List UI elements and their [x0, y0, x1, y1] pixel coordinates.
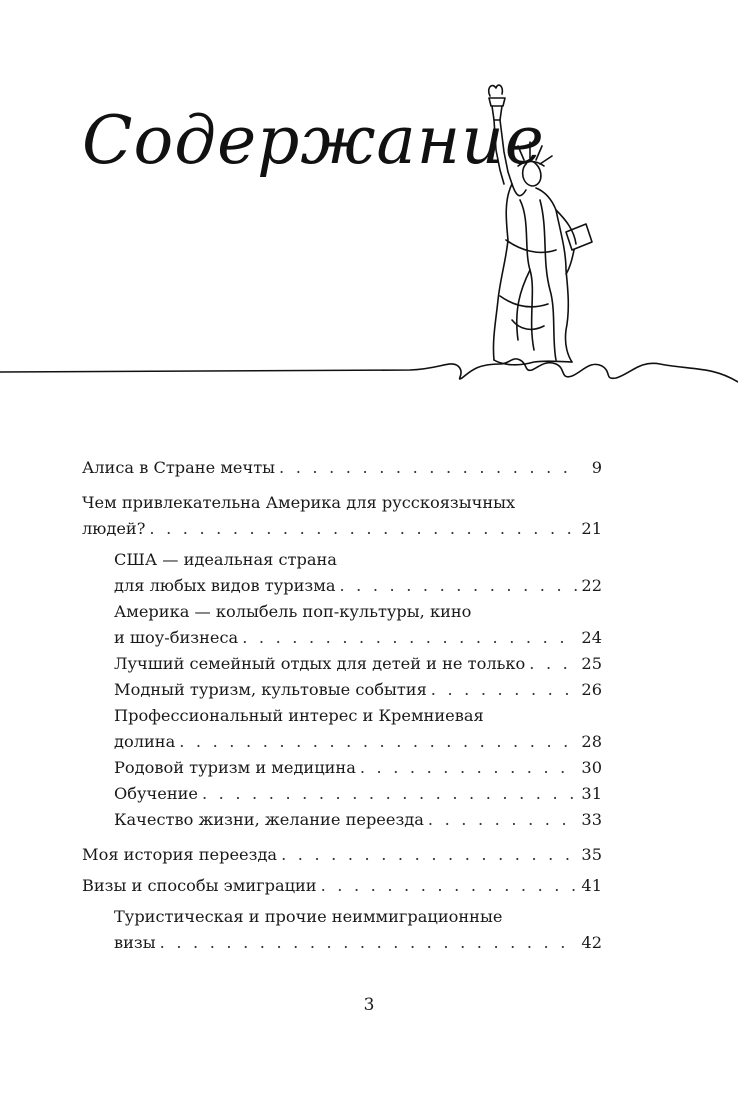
toc-entry[interactable] [82, 455, 602, 481]
toc-entry-page: 30 [581, 758, 602, 777]
toc-entry-title: Моя история переезда [82, 845, 278, 864]
toc-entry-title: визы [114, 933, 156, 952]
dot-leader [339, 573, 577, 599]
dot-leader [242, 625, 577, 651]
toc-entry-page: 22 [581, 576, 602, 595]
dot-leader [360, 755, 578, 781]
toc-entry-title: Алиса в Стране мечты [82, 458, 276, 477]
toc-entry[interactable] [114, 703, 602, 755]
dot-leader [321, 873, 578, 899]
toc-entry[interactable] [114, 547, 602, 599]
toc-entry-page: 28 [581, 732, 602, 751]
toc-entry[interactable] [114, 781, 602, 807]
toc-entry[interactable] [114, 807, 602, 833]
toc-entry[interactable] [82, 842, 602, 868]
toc-entry[interactable] [114, 677, 602, 703]
toc-entry-page: 31 [581, 784, 602, 803]
toc-entry[interactable] [114, 755, 602, 781]
dot-leader [202, 781, 577, 807]
toc-entry-title: для любых видов туризма [114, 576, 336, 595]
toc-entry[interactable] [114, 599, 602, 651]
dot-leader [179, 729, 577, 755]
toc-entry-title: людей? [82, 519, 146, 538]
toc-entry-title-line1: Туристическая и прочие неиммиграционные [114, 907, 503, 926]
toc-entry-page: 24 [581, 628, 602, 647]
dot-leader [160, 930, 578, 956]
toc-entry-title: и шоу-бизнеса [114, 628, 239, 647]
toc-entry-page: 42 [581, 933, 602, 952]
toc-entry-title-line1: Америка — колыбель поп-культуры, кино [114, 602, 472, 621]
dot-leader [281, 842, 577, 868]
toc-entry-page: 33 [581, 810, 602, 829]
toc-entry-page: 25 [581, 654, 602, 673]
table-of-contents [82, 455, 602, 956]
toc-entry-page: 9 [591, 458, 602, 477]
toc-entry-title: Родовой туризм и медицина [114, 758, 356, 777]
toc-entry-title: Визы и способы эмиграции [82, 876, 317, 895]
toc-entry-title: Модный туризм, культовые события [114, 680, 427, 699]
toc-entry-title: Качество жизни, желание переезда [114, 810, 424, 829]
dot-leader [431, 677, 578, 703]
toc-entry-title: Обучение [114, 784, 198, 803]
toc-entry-page: 41 [581, 876, 602, 895]
toc-entry-page: 35 [581, 845, 602, 864]
toc-entry-page: 21 [581, 519, 602, 538]
page-number: 3 [363, 995, 375, 1015]
toc-entry-title-line1: Чем привлекательна Америка для русскоязычных [82, 493, 516, 512]
toc-entry[interactable] [82, 873, 602, 899]
dot-leader [529, 651, 577, 677]
dot-leader [428, 807, 577, 833]
dot-leader [149, 516, 577, 542]
toc-entry-title: долина [114, 732, 176, 751]
toc-entry[interactable] [114, 904, 602, 956]
toc-entry[interactable] [114, 651, 602, 677]
toc-entry-page: 26 [581, 680, 602, 699]
toc-entry[interactable] [82, 490, 602, 542]
toc-entry-title: Лучший семейный отдых для детей и не только [114, 654, 526, 673]
toc-entry-title-line1: США — идеальная страна [114, 550, 337, 569]
dot-leader [279, 455, 580, 481]
toc-entry-title-line1: Профессиональный интерес и Кремниевая [114, 706, 484, 725]
page-title: Содержание [82, 102, 545, 179]
